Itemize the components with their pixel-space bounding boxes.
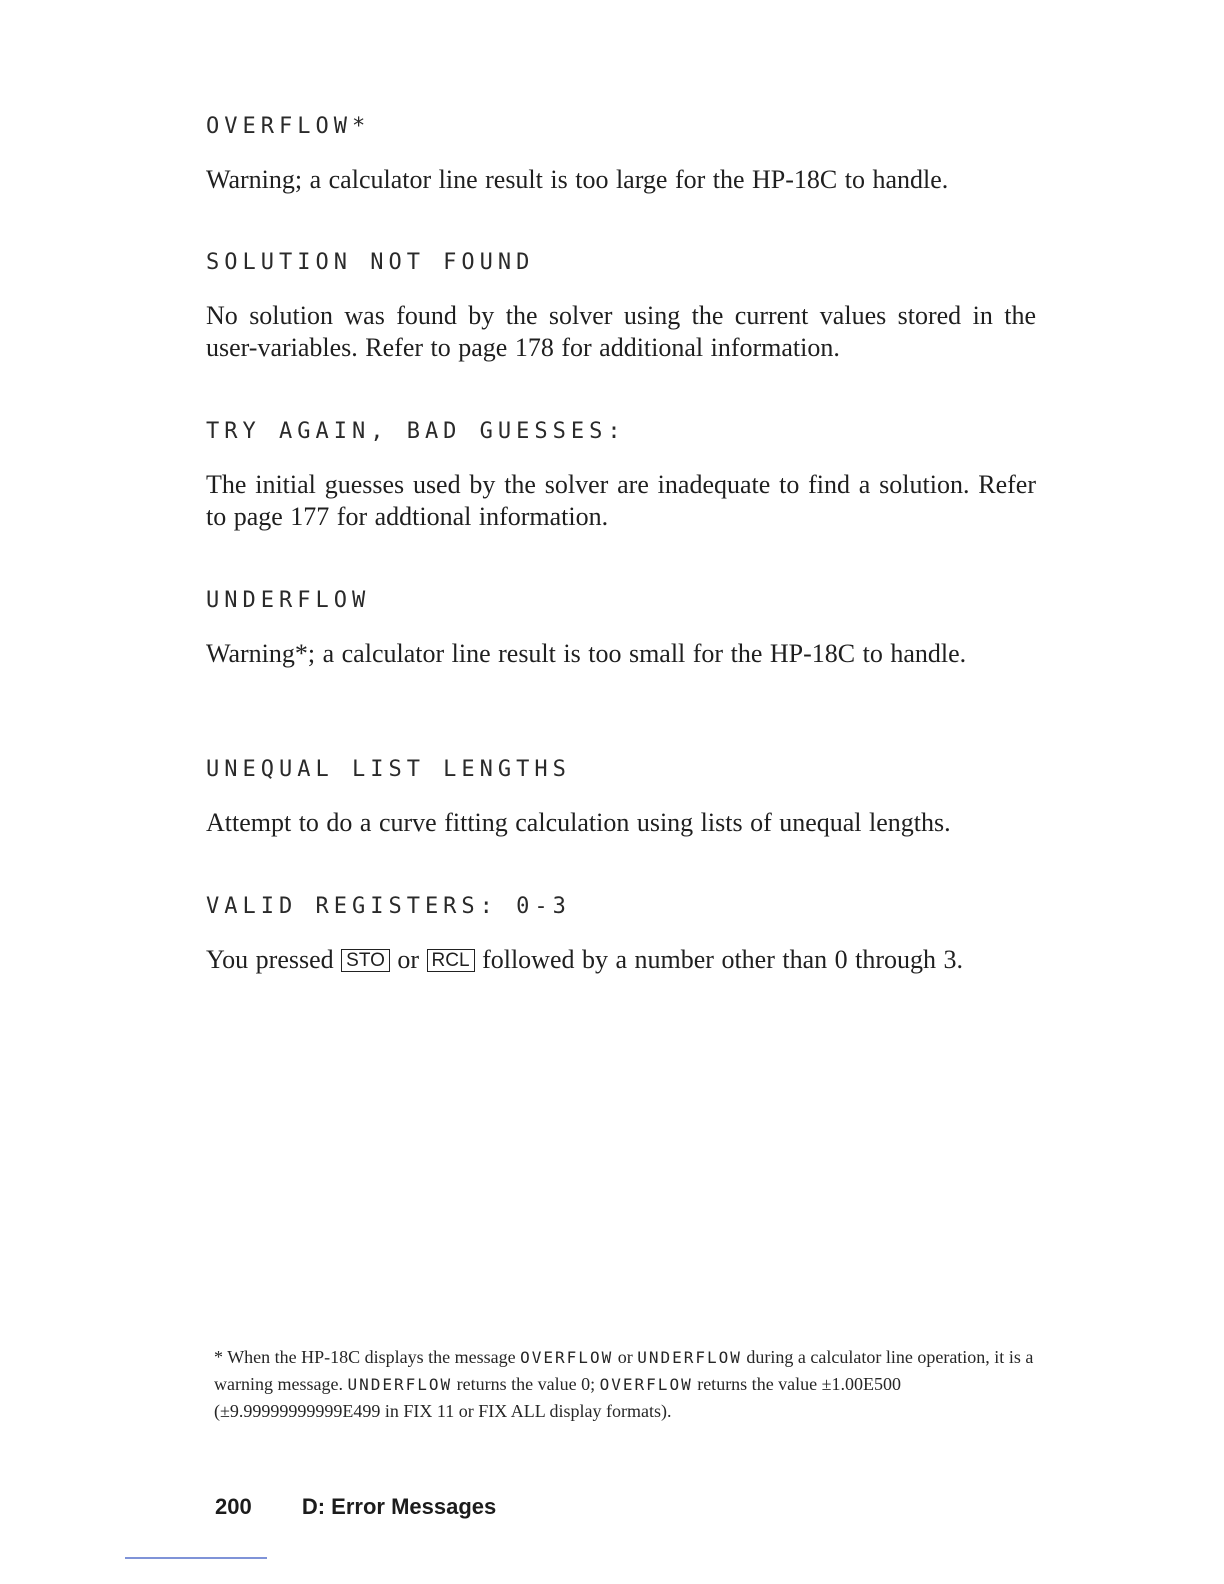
footnote <box>214 1344 1040 1425</box>
footnote-text: When the HP-18C displays the message <box>227 1347 516 1367</box>
error-entry-underflow <box>206 586 1036 670</box>
error-description: Warning*; a calculator line result is too small for the HP-18C to handle. <box>206 639 967 668</box>
error-message-code: VALID REGISTERS: 0-3 <box>206 894 571 919</box>
description-text: followed by a number other than 0 through 3. <box>482 945 964 974</box>
sto-key-icon: STO <box>341 949 390 972</box>
description-text: You pressed <box>206 945 334 974</box>
error-description <box>206 944 1036 976</box>
footnote-message-code: OVERFLOW <box>599 1375 693 1394</box>
error-message-code: UNDERFLOW <box>206 588 371 613</box>
error-entry-valid-registers <box>206 892 1036 976</box>
footnote-text: or <box>617 1347 633 1367</box>
footnote-message-code: UNDERFLOW <box>637 1348 742 1367</box>
footnote-text: during a calculator line operation, it is a warning message. <box>214 1347 1034 1394</box>
error-entry-solution-not-found <box>206 248 1036 364</box>
footnote-text: returns the value ±1.00E500 (±9.99999999999E499 in FIX 11 or FIX ALL display formats). <box>214 1374 902 1421</box>
error-entry-unequal-list-lengths <box>206 755 1036 839</box>
error-message-code: UNEQUAL LIST LENGTHS <box>206 757 571 782</box>
error-description: No solution was found by the solver using the current values stored in the user-variables. Refer to page 178 for additional information. <box>206 301 1036 362</box>
page-number: 200 <box>215 1494 252 1519</box>
section-title: D: Error Messages <box>301 1494 497 1519</box>
error-entry-try-again <box>206 417 1036 533</box>
footnote-marker: * <box>214 1347 223 1367</box>
footnote-message-code: UNDERFLOW <box>347 1375 453 1394</box>
footnote-message-code: OVERFLOW <box>520 1348 614 1367</box>
footer-rule <box>125 1557 267 1559</box>
error-message-code: TRY AGAIN, BAD GUESSES: <box>206 419 626 444</box>
error-description: The initial guesses used by the solver are inadequate to find a solution. Refer to page 177 for addtional information. <box>206 470 1036 531</box>
description-text: or <box>397 945 420 974</box>
error-message-code: SOLUTION NOT FOUND <box>206 250 535 275</box>
rcl-key-icon: RCL <box>427 949 475 972</box>
page-footer <box>215 1494 496 1520</box>
footnote-text: returns the value 0; <box>456 1374 596 1394</box>
error-entry-overflow <box>206 112 1036 196</box>
error-message-code: OVERFLOW* <box>206 114 371 139</box>
error-description: Warning; a calculator line result is too large for the HP-18C to handle. <box>206 165 949 194</box>
error-description: Attempt to do a curve fitting calculation using lists of unequal lengths. <box>206 808 951 837</box>
